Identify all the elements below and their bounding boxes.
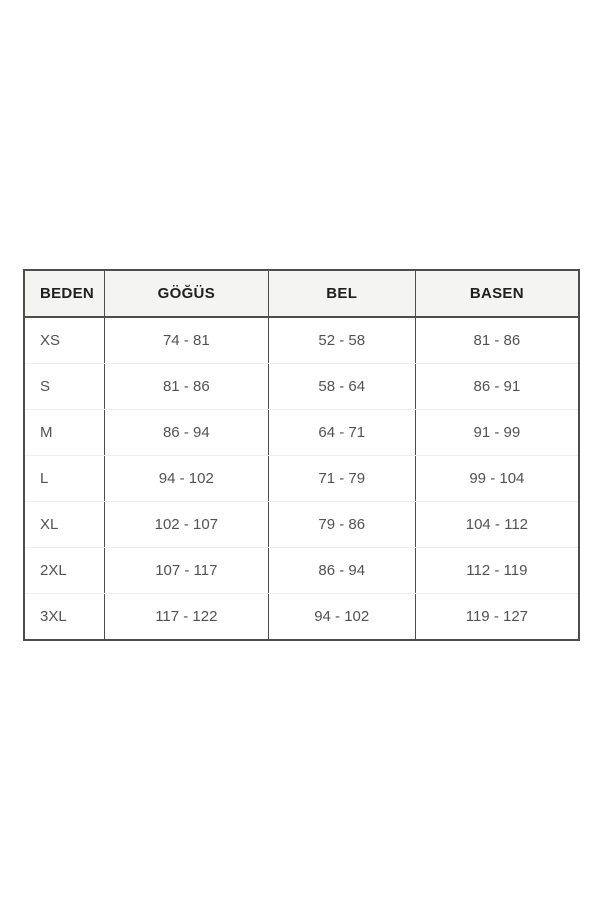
cell-chest: 107 - 117 — [104, 548, 268, 594]
table-row — [24, 410, 579, 456]
cell-size: 2XL — [24, 548, 104, 594]
cell-hips: 86 - 91 — [415, 364, 579, 410]
cell-chest: 102 - 107 — [104, 502, 268, 548]
table-row — [24, 594, 579, 641]
cell-hips: 112 - 119 — [415, 548, 579, 594]
cell-hips: 91 - 99 — [415, 410, 579, 456]
cell-size: XL — [24, 502, 104, 548]
cell-chest: 81 - 86 — [104, 364, 268, 410]
table-header-row — [24, 270, 579, 317]
cell-size: S — [24, 364, 104, 410]
cell-hips: 119 - 127 — [415, 594, 579, 641]
cell-chest: 94 - 102 — [104, 456, 268, 502]
cell-waist: 86 - 94 — [268, 548, 415, 594]
size-chart-table — [23, 269, 580, 641]
table-row — [24, 364, 579, 410]
cell-size: L — [24, 456, 104, 502]
cell-hips: 81 - 86 — [415, 317, 579, 364]
cell-size: M — [24, 410, 104, 456]
size-chart-container — [23, 269, 580, 641]
cell-chest: 74 - 81 — [104, 317, 268, 364]
column-header-bel: BEL — [268, 270, 415, 317]
column-header-beden: BEDEN — [24, 270, 104, 317]
column-header-gogus: GÖĞÜS — [104, 270, 268, 317]
cell-waist: 79 - 86 — [268, 502, 415, 548]
table-row — [24, 548, 579, 594]
cell-waist: 58 - 64 — [268, 364, 415, 410]
cell-size: 3XL — [24, 594, 104, 641]
cell-waist: 64 - 71 — [268, 410, 415, 456]
cell-waist: 94 - 102 — [268, 594, 415, 641]
table-row — [24, 456, 579, 502]
cell-size: XS — [24, 317, 104, 364]
cell-hips: 99 - 104 — [415, 456, 579, 502]
cell-waist: 52 - 58 — [268, 317, 415, 364]
column-header-basen: BASEN — [415, 270, 579, 317]
cell-waist: 71 - 79 — [268, 456, 415, 502]
table-row — [24, 317, 579, 364]
cell-chest: 86 - 94 — [104, 410, 268, 456]
table-row — [24, 502, 579, 548]
cell-hips: 104 - 112 — [415, 502, 579, 548]
cell-chest: 117 - 122 — [104, 594, 268, 641]
